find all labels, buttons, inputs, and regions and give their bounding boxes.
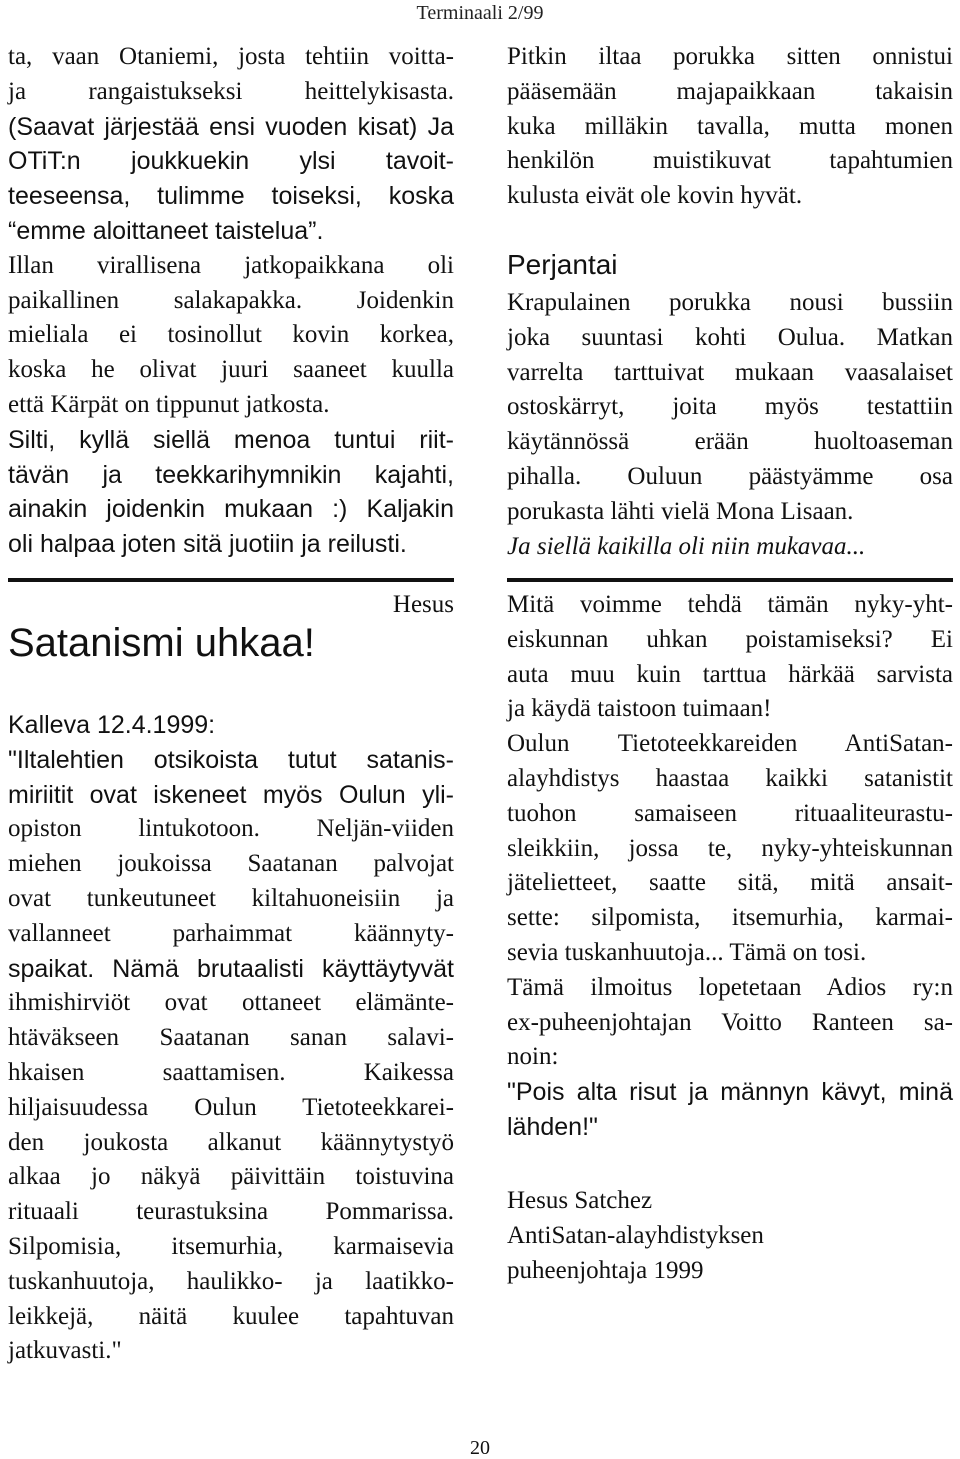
text-line: “emme aloittaneet taistelua”. — [8, 216, 324, 245]
text-line: eiskunnan uhkan poistamiseksi? Ei — [507, 625, 953, 653]
signature-block — [507, 1184, 953, 1288]
text-line: pihalla. Ouluun päästyämme osa — [507, 462, 953, 490]
text-line: leikkejä, näitä kuulee tapahtuvan — [8, 1302, 454, 1330]
text-line: Illan virallisena jatkopaikkana oli — [8, 251, 454, 279]
page-header: Terminaali 2/99 — [416, 2, 544, 24]
text-line: alkaa jo näkyä päivittäin toistuvina — [8, 1163, 454, 1191]
text-line: auta muu kuin tarttua härkää sarvista — [507, 660, 953, 688]
text-line: ja käydä taistoon tuimaan! — [507, 695, 772, 723]
text-line: paikallinen salakapakka. Joidenkin — [8, 286, 454, 314]
text-line: den joukosta alkanut käännytystyö — [8, 1128, 454, 1156]
text-line: alayhdistys haastaa kaikki satanistit — [507, 764, 953, 792]
article-body-left — [8, 708, 454, 1369]
text-line: opiston lintukotoon. Neljän-viiden — [8, 815, 454, 843]
text-line: Oulun Tietoteekkareiden AntiSatan- — [507, 730, 953, 758]
article-title: Satanismi uhkaa! — [8, 621, 315, 665]
text-line: miriitit ovat iskeneet myös Oulun yli- — [8, 780, 454, 809]
text-line: ihmishirviöt ovat ottaneet elämänte- — [8, 989, 454, 1017]
text-line: ovat tunkeutuneet kiltahuoneisiin ja — [8, 884, 454, 912]
right-column — [507, 40, 953, 214]
text-line: Krapulainen porukka nousi bussiin — [507, 289, 953, 316]
text-line: "Iltalehtien otsikoista tutut satanis- — [8, 745, 454, 774]
article-body-right — [507, 588, 953, 1145]
text-line: oli halpaa joten sitä juotiin ja reilusti. — [8, 530, 407, 559]
text-line: varrelta tarttuivat mukaan vaasalaiset — [507, 358, 953, 386]
text-line: lähden!" — [507, 1112, 598, 1141]
text-line: rituaali teurastuksina Pommarissa. — [8, 1198, 454, 1226]
text-line: htäväkseen Saatanan sanan salavi- — [8, 1024, 454, 1052]
text-line: noin: — [507, 1043, 559, 1071]
text-line: koska he olivat juuri saaneet kuulla — [8, 356, 454, 384]
text-line: mieliala ei tosinollut kovin korkea, — [8, 321, 454, 349]
text-line: ex-puheenjohtajan Voitto Ranteen sa- — [507, 1008, 953, 1036]
section-divider — [8, 578, 454, 582]
text-line: miehen joukoissa Saatanan palvojat — [8, 850, 454, 878]
text-line: Silti, kyllä siellä menoa tuntui riit- — [8, 425, 454, 454]
text-line: (Saavat järjestää ensi vuoden kisat) Ja — [8, 112, 454, 141]
text-line: ja rangaistukseksi heittelykisasta. — [8, 77, 454, 105]
signature-name: Hesus Satchez — [507, 1187, 653, 1214]
text-line: käytännössä erään huoltoaseman — [507, 428, 953, 456]
text-line: tuohon samaiseen rituaaliteurastu- — [507, 799, 953, 827]
text-line: sette: silpomista, itsemurhia, karmai- — [507, 904, 953, 932]
text-line: OTiT:n joukkuekin ylsi tavoit- — [8, 147, 454, 176]
closing-italic-line: Ja siellä kaikilla oli niin mukavaa... — [507, 532, 866, 560]
section-heading: Perjantai — [507, 249, 618, 280]
text-line: tävän ja teekkarihymnikin kajahti, — [8, 460, 454, 489]
text-line: tuskanhuutoja, haulikko- ja laatikko- — [8, 1267, 454, 1295]
text-line: kuka milläkin tavalla, mutta monen — [507, 112, 953, 140]
text-line: Kalleva 12.4.1999: — [8, 711, 216, 739]
text-line: hiljaisuudessa Oulun Tietoteekkarei- — [8, 1093, 454, 1121]
signature-role: puheenjohtaja 1999 — [507, 1256, 704, 1284]
text-line: vallanneet parhaimmat käännyty- — [8, 919, 454, 947]
author-signature: Hesus — [392, 591, 454, 618]
text-line: Mitä voimme tehdä tämän nyky-yht- — [507, 591, 953, 618]
text-line: porukasta lähti vielä Mona Lisaan. — [507, 497, 854, 525]
text-line: Silpomisia, itsemurhia, karmaisevia — [8, 1232, 454, 1260]
friday-text — [507, 286, 953, 564]
text-line: spaikat. Nämä brutaalisti käyttäytyvät — [8, 954, 454, 983]
left-column — [8, 40, 454, 562]
text-line: että Kärpät on tippunut jatkosta. — [8, 390, 330, 418]
text-line: ostoskärryt, joita myös testattiin — [507, 393, 953, 421]
text-line: ta, vaan Otaniemi, josta tehtiin voitta- — [8, 43, 454, 70]
text-line: sleikkiin, jossa te, nyky-yhteiskunnan — [507, 834, 953, 862]
text-line: ainakin joidenkin mukaan :) Kaljakin — [8, 495, 454, 524]
page-number: 20 — [470, 1437, 490, 1459]
text-line: teeseensa, tulimme toiseksi, koska — [8, 182, 454, 211]
text-line: Pitkin iltaa porukka sitten onnistui — [507, 43, 953, 70]
text-line: henkilön muistikuvat tapahtumien — [507, 147, 953, 175]
text-line: joka suuntasi kohti Oulua. Matkan — [507, 323, 953, 351]
text-line: sevia tuskanhuutoja... Tämä on tosi. — [507, 938, 867, 966]
text-line: hkaisen saattamisen. Kaikessa — [8, 1058, 454, 1086]
section-divider — [507, 578, 953, 582]
text-line: "Pois alta risut ja männyn kävyt, minä — [507, 1078, 953, 1107]
signature-organization: AntiSatan-alayhdistyksen — [507, 1221, 764, 1249]
text-line: kulusta eivät ole kovin hyvät. — [507, 182, 803, 210]
text-line: jatkuvasti." — [8, 1337, 122, 1365]
text-line: Tämä ilmoitus lopetetaan Adios ry:n — [507, 973, 953, 1001]
text-line: pääsemään majapaikkaan takaisin — [507, 77, 953, 105]
text-line: jätelietteet, saatte sitä, mitä ansait- — [507, 869, 953, 897]
continuation-text — [8, 40, 454, 562]
